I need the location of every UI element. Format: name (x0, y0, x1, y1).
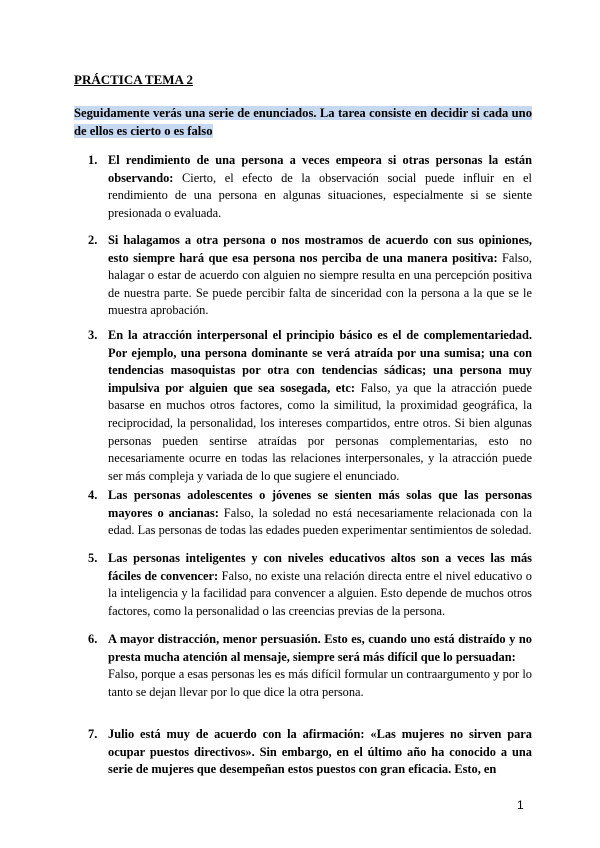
answer-text: Cierto, el efecto de la observación social puede influir en el rendimiento de una persona en algunas situaciones, especialmente si se siente presionada o evaluada. (108, 170, 532, 220)
item-number: 1. (88, 153, 98, 167)
statement-text: En la atracción interpersonal el principio básico es el de complementariedad. Por ejemplo, una persona dominante se verá atraída por una sumisa; una con tendencias masoquistas por otra con tendencias sádicas; una persona muy impulsiva por alguien que sea sosegada, etc: (108, 328, 532, 395)
answer-text: Falso, la soledad no está necesariamente relacionada con la edad. Las personas de todas las edades pueden experimentar sentimientos de soledad. (108, 505, 532, 538)
answer-text: Falso, halagar o estar de acuerdo con alguien no siempre resulta en una percepción positiva de nuestra parte. Se puede percibir falta de sinceridad con la persona a la que se le muestra aprobación. (108, 250, 532, 318)
answer-text: Falso, porque a esas personas les es más difícil formular un contraargumento y por lo tanto se dejan llevar por lo que dice la otra persona. (108, 667, 532, 699)
statement-text: El rendimiento de una persona a veces empeora si otras personas la están observando: (108, 153, 532, 185)
statement-item-7 (88, 726, 532, 779)
statement-item-3 (88, 327, 532, 485)
item-number: 3. (88, 328, 98, 342)
item-number: 4. (88, 488, 98, 502)
statement-item-6 (88, 631, 532, 701)
page-number: 1 (517, 798, 524, 812)
statement-text: A mayor distracción, menor persuasión. Esto es, cuando uno está distraído y no presta mucha atención al mensaje, siempre será más difícil que lo persuadan: (108, 632, 532, 664)
instructions-paragraph (74, 104, 532, 140)
statement-text: Las personas adolescentes o jóvenes se sienten más solas que las personas mayores o ancianas: (108, 488, 532, 520)
statement-text: Julio está muy de acuerdo con la afirmación: «Las mujeres no sirven para ocupar puestos directivos». Sin embargo, en el último año ha conocido a una serie de mujeres que desempeñan estos puestos con gran eficacia. Esto, en (108, 727, 532, 777)
statement-item-2 (88, 232, 532, 320)
item-number: 6. (88, 632, 98, 646)
answer-text: Falso, ya que la atracción puede basarse en muchos otros factores, como la similitud, la proximidad geográfica, la reciprocidad, la personalidad, los intereses compartidos, entre otros. Si bien algunas personas pueden sentirse atraídas por personas complementarias, esto no necesariamente ocurre en todas las relaciones interpersonales, y la atracción puede ser más compleja y variada de lo que sugiere el enunciado. (108, 380, 532, 483)
statement-item-5 (88, 550, 532, 620)
item-number: 2. (88, 233, 98, 247)
item-number: 7. (88, 727, 98, 741)
statement-item-1 (88, 152, 532, 222)
statement-text: Las personas inteligentes y con niveles educativos altos son a veces las más fáciles de convencer: (108, 551, 532, 583)
document-title: PRÁCTICA TEMA 2 (74, 72, 193, 87)
item-number: 5. (88, 551, 98, 565)
highlighted-instructions: Seguidamente verás una serie de enunciados. La tarea consiste en decidir si cada uno de ellos es cierto o es falso (74, 106, 532, 138)
answer-text: Falso, no existe una relación directa entre el nivel educativo o la inteligencia y la facilidad para convencer a alguien. Esto depende de muchos otros factores, como la personalidad o las creencias previas de la persona. (108, 568, 532, 618)
statement-text: Si halagamos a otra persona o nos mostramos de acuerdo con sus opiniones, esto siempre hará que esa persona nos perciba de una manera positiva: (108, 233, 532, 265)
statement-item-4 (88, 487, 532, 540)
